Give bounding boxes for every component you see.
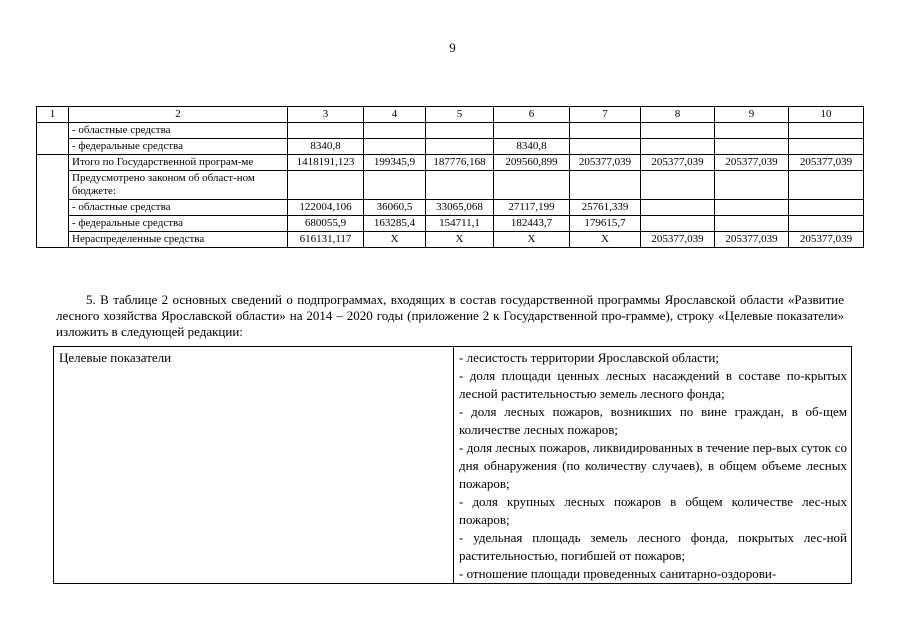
table-cell: [494, 171, 570, 200]
table-cell: 205377,039: [570, 155, 641, 171]
budget-table: [36, 106, 864, 248]
table-row: [54, 347, 852, 584]
list-item: - удельная площадь земель лесного фонда, покрытых лес-ной растительностью, погибшей от пожаров;: [459, 530, 847, 563]
table-cell: [641, 200, 715, 216]
indicators-table: [53, 346, 852, 584]
table-cell: [641, 139, 715, 155]
column-header: 6: [494, 107, 570, 123]
table-cell: [641, 216, 715, 232]
table-cell: [789, 216, 864, 232]
table-cell: [364, 139, 426, 155]
column-header: 8: [641, 107, 715, 123]
table-cell: 8340,8: [494, 139, 570, 155]
row-number-cell: [37, 155, 69, 248]
table-cell: 680055,9: [288, 216, 364, 232]
table-cell: [715, 200, 789, 216]
table-cell: [789, 123, 864, 139]
list-item: - доля лесных пожаров, возникших по вине граждан, в об-щем количестве лесных пожаров;: [459, 404, 847, 437]
list-item: - доля крупных лесных пожаров в общем количестве лес-ных пожаров;: [459, 494, 847, 527]
row-label: Итого по Государственной програм-ме: [69, 155, 288, 171]
column-header: 7: [570, 107, 641, 123]
table-cell: [364, 171, 426, 200]
table-row: [37, 232, 864, 248]
row-label: - областные средства: [69, 123, 288, 139]
table-cell: 205377,039: [715, 232, 789, 248]
table-cell: [364, 123, 426, 139]
table-cell: [715, 123, 789, 139]
table-cell: 36060,5: [364, 200, 426, 216]
table-cell: [288, 171, 364, 200]
column-header: 5: [426, 107, 494, 123]
indicators-label: Целевые показатели: [54, 347, 454, 584]
page-number: 9: [449, 40, 456, 55]
table-cell: [715, 216, 789, 232]
column-header: 1: [37, 107, 69, 123]
table-cell: [715, 139, 789, 155]
row-label: Предусмотрено законом об област-ном бюджете:: [69, 171, 288, 200]
row-label: Нераспределенные средства: [69, 232, 288, 248]
table-cell: 616131,117: [288, 232, 364, 248]
row-label: - федеральные средства: [69, 216, 288, 232]
table-cell: 205377,039: [641, 155, 715, 171]
column-header: 9: [715, 107, 789, 123]
list-item: - доля лесных пожаров, ликвидированных в течение пер-вых суток со дня обнаружения (по количеству случаев), в общем объеме лесных пожаров;: [459, 440, 847, 491]
table-cell: 163285,4: [364, 216, 426, 232]
column-header: 3: [288, 107, 364, 123]
table-row: [37, 171, 864, 200]
table-cell: 205377,039: [715, 155, 789, 171]
table-cell: 154711,1: [426, 216, 494, 232]
table-cell: 205377,039: [789, 155, 864, 171]
table-cell: 205377,039: [789, 232, 864, 248]
table-cell: [641, 171, 715, 200]
table-cell: 179615,7: [570, 216, 641, 232]
table-cell: [715, 171, 789, 200]
table-row: [37, 216, 864, 232]
row-number-cell: [37, 123, 69, 155]
table-cell: Х: [494, 232, 570, 248]
table-cell: [426, 139, 494, 155]
column-header: 2: [69, 107, 288, 123]
table-cell: [494, 123, 570, 139]
table-cell: 209560,899: [494, 155, 570, 171]
budget-table-header: [37, 107, 864, 123]
list-item: - отношение площади проведенных санитарно-оздорови-: [459, 566, 777, 581]
table-row: [37, 139, 864, 155]
table-cell: 199345,9: [364, 155, 426, 171]
table-cell: 33065,068: [426, 200, 494, 216]
table-row: [37, 200, 864, 216]
row-label: - федеральные средства: [69, 139, 288, 155]
table-cell: [288, 123, 364, 139]
table-cell: [789, 139, 864, 155]
table-cell: 25761,339: [570, 200, 641, 216]
table-row: [37, 155, 864, 171]
table-cell: 182443,7: [494, 216, 570, 232]
table-cell: [570, 171, 641, 200]
table-cell: Х: [570, 232, 641, 248]
column-header: 4: [364, 107, 426, 123]
body-paragraph: 5. В таблице 2 основных сведений о подпрограммах, входящих в состав государственной программы Ярославской области «Развитие лесного хозяйства Ярославской области» на 2014 – 2020 годы (приложение 2 к Государственной про-грамме), строку «Целевые показатели» изложить в следующей редакции:: [56, 292, 844, 339]
table-cell: [789, 200, 864, 216]
table-cell: [789, 171, 864, 200]
indicators-list: [454, 347, 852, 584]
table-cell: [641, 123, 715, 139]
table-cell: [426, 123, 494, 139]
table-cell: 122004,106: [288, 200, 364, 216]
table-cell: [426, 171, 494, 200]
table-cell: 205377,039: [641, 232, 715, 248]
table-cell: Х: [426, 232, 494, 248]
row-label: - областные средства: [69, 200, 288, 216]
table-cell: 1418191,123: [288, 155, 364, 171]
column-header: 10: [789, 107, 864, 123]
list-item: - лесистость территории Ярославской области;: [459, 350, 719, 365]
table-cell: [570, 123, 641, 139]
table-cell: [570, 139, 641, 155]
table-cell: 187776,168: [426, 155, 494, 171]
table-cell: Х: [364, 232, 426, 248]
list-item: - доля площади ценных лесных насаждений в составе по-крытых лесной растительностью земель лесного фонда;: [459, 368, 847, 401]
table-row: [37, 123, 864, 139]
table-cell: 27117,199: [494, 200, 570, 216]
table-cell: 8340,8: [288, 139, 364, 155]
